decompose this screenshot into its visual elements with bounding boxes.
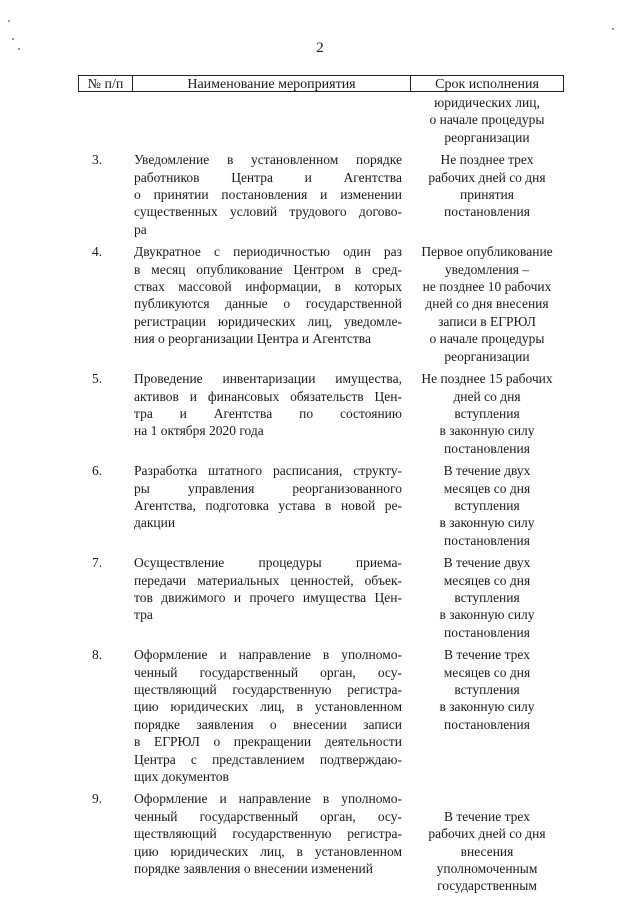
- deadline-line: Первое опубликование: [421, 244, 553, 260]
- deadline-line: реорганизации: [444, 129, 530, 145]
- deadline-line: месяцев со дня: [443, 664, 531, 680]
- row-deadline: [402, 554, 564, 641]
- row-deadline: [402, 646, 564, 785]
- row-deadline: [402, 790, 564, 894]
- deadline-line: о начале процедуры: [429, 112, 545, 128]
- deadline-line: дней со дня: [453, 388, 521, 404]
- activity-line: Оформление и направление в уполномо-: [134, 791, 402, 807]
- row-activity: [132, 370, 402, 457]
- activity-line: Центра с представлением подтверждаю-: [134, 751, 402, 767]
- activity-line: Проведение инвентаризации имущества,: [134, 371, 402, 387]
- activity-line: ствах массовой информации, в которых: [134, 279, 402, 295]
- scan-speck: [18, 48, 20, 50]
- row-number: 8.: [92, 647, 103, 663]
- deadline-line: в законную силу: [439, 607, 535, 623]
- deadline-line: вступления: [454, 682, 520, 697]
- activity-line: тра: [134, 607, 153, 623]
- deadline-line: постановления: [444, 532, 530, 548]
- row-deadline: [402, 370, 564, 457]
- header-name: Наименование мероприятия: [133, 76, 411, 91]
- activity-line: на 1 октября 2020 года: [134, 423, 264, 439]
- activity-line: Уведомление в установленном порядке: [134, 152, 402, 168]
- table-row: [78, 370, 564, 457]
- activity-line: ры управления реорганизованного: [134, 480, 402, 496]
- deadline-line: месяцев со дня: [443, 480, 531, 496]
- row-activity: [132, 790, 402, 894]
- deadline-line: в законную силу: [439, 423, 535, 439]
- deadline-line: уполномоченным: [436, 861, 538, 877]
- deadline-line: не позднее 10 рабочих: [422, 279, 552, 295]
- table-row: [78, 790, 564, 894]
- deadline-line: В течение трех: [444, 647, 530, 663]
- row-activity: [132, 94, 402, 146]
- deadline-line: постановления: [444, 204, 530, 220]
- deadline-line: записи в ЕГРЮЛ: [438, 313, 536, 329]
- deadline-line: месяцев со дня: [443, 572, 531, 588]
- activity-line: регистрации юридических лиц, уведомле-: [134, 313, 402, 329]
- table-row: [78, 554, 564, 641]
- activity-line: ченный государственный орган, осу-: [134, 664, 402, 680]
- activity-line: щих документов: [134, 769, 229, 785]
- deadline-line: постановления: [444, 716, 530, 732]
- activity-line: Разработка штатного расписания, структу-: [134, 463, 402, 479]
- deadline-line: дней со дня внесения: [425, 296, 549, 312]
- activity-line: Осуществление процедуры приема-: [134, 555, 402, 571]
- row-activity: [132, 243, 402, 365]
- deadline-line: рабочих дней со дня: [428, 826, 546, 842]
- row-activity: [132, 462, 402, 549]
- activity-line: ществляющий государственную регистра-: [134, 682, 402, 697]
- activity-line: публикуются данные о государственной: [134, 296, 402, 312]
- row-number: 3.: [92, 152, 103, 168]
- activity-line: о принятии постановления и изменении: [134, 187, 402, 203]
- deadline-line: уведомления –: [444, 261, 530, 277]
- table-row: [78, 151, 564, 238]
- row-number: 6.: [92, 463, 103, 479]
- deadline-line: о начале процедуры: [429, 331, 545, 347]
- scan-speck: [8, 20, 10, 22]
- activity-line: тов движимого и прочего имущества Цен-: [134, 589, 402, 605]
- deadline-line: государственным: [437, 878, 537, 894]
- header-num: № п/п: [79, 76, 133, 91]
- activity-line: ния о реорганизации Центра и Агентства: [134, 331, 371, 347]
- table-body: [78, 94, 564, 895]
- table-header: [78, 75, 564, 92]
- activity-line: в месяц опубликование Центром в сред-: [134, 261, 402, 277]
- row-number: 4.: [92, 244, 103, 260]
- activity-line: ченный государственный орган, осу-: [134, 808, 402, 824]
- deadline-line: [410, 790, 564, 807]
- activity-line: активов и финансовых обязательств Цен-: [134, 388, 402, 404]
- row-activity: [132, 151, 402, 238]
- activity-line: тра и Агентства по состоянию: [134, 405, 402, 421]
- deadline-line: В течение двух: [443, 555, 531, 571]
- row-number: 7.: [92, 555, 103, 571]
- row-number: 9.: [92, 791, 103, 807]
- row-number: [78, 94, 132, 146]
- deadline-line: В течение двух: [443, 463, 531, 479]
- activity-line: в ЕГРЮЛ о прекращении деятельности: [134, 734, 402, 750]
- deadline-line: Не позднее трех: [440, 152, 534, 168]
- header-deadline: Срок исполнения: [435, 77, 539, 91]
- deadline-line: в законную силу: [439, 515, 535, 531]
- deadline-line: внесения: [460, 843, 514, 859]
- activity-line: порядке заявления о внесении изменений: [134, 861, 373, 877]
- activity-line: Агентства, подготовка устава в новой ре-: [134, 497, 402, 513]
- activity-line: Оформление и направление в уполномо-: [134, 647, 402, 663]
- activity-line: Двукратное с периодичностью один раз: [134, 244, 402, 260]
- activity-line: цию юридических лиц, в установленном: [134, 843, 402, 859]
- row-number: 5.: [92, 371, 103, 387]
- deadline-line: постановления: [444, 440, 530, 456]
- deadline-line: юридических лиц,: [434, 95, 540, 110]
- activity-line: передачи материальных ценностей, объек-: [134, 572, 402, 588]
- deadline-line: вступления: [454, 405, 520, 421]
- deadline-line: вступления: [454, 589, 520, 605]
- table-row: [78, 94, 564, 146]
- page-number: 2: [316, 40, 324, 56]
- table-row: [78, 243, 564, 365]
- deadline-line: принятия: [460, 187, 514, 203]
- row-deadline: [402, 151, 564, 238]
- deadline-line: вступления: [454, 497, 520, 513]
- activity-line: цию юридических лиц, в установленном: [134, 699, 402, 715]
- row-activity: [132, 646, 402, 785]
- scan-speck: [12, 38, 14, 40]
- scan-speck: [612, 28, 614, 30]
- deadline-line: Не позднее 15 рабочих: [421, 371, 553, 387]
- activity-line: существенных условий трудового догово-: [134, 204, 402, 220]
- deadline-line: в законную силу: [439, 699, 535, 715]
- table-row: [78, 646, 564, 785]
- activity-line: ществляющий государственную регистра-: [134, 826, 402, 842]
- activity-line: дакции: [134, 515, 176, 531]
- activity-line: порядке заявления о внесении записи: [134, 716, 402, 732]
- deadline-line: постановления: [444, 624, 530, 640]
- activity-line: ра: [134, 221, 147, 237]
- deadline-line: В течение трех: [444, 808, 530, 824]
- table-row: [78, 462, 564, 549]
- row-activity: [132, 554, 402, 641]
- deadline-line: рабочих дней со дня: [428, 169, 546, 185]
- deadline-line: реорганизации: [444, 348, 530, 364]
- row-deadline: [402, 462, 564, 549]
- row-deadline: [402, 243, 564, 365]
- row-deadline: [402, 94, 564, 146]
- activity-line: работников Центра и Агентства: [134, 169, 402, 185]
